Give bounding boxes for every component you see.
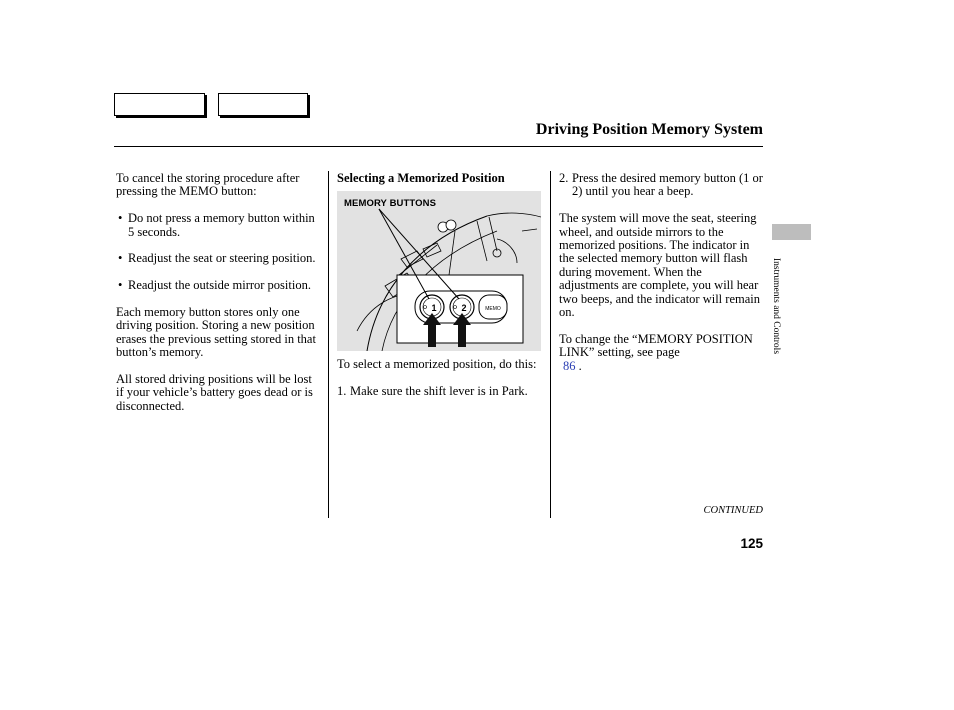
page-86-link[interactable]: 86: [563, 358, 576, 373]
previous-page-button[interactable]: [114, 93, 205, 116]
title-rule: [114, 146, 763, 147]
button-1-label: 1: [431, 303, 437, 314]
bullet-icon: •: [118, 211, 123, 226]
column-divider-2: [550, 171, 551, 518]
column-3: [559, 172, 764, 373]
section-tab: [772, 224, 811, 240]
system-movement-paragraph: The system will move the seat, steering wheel, and outside mirrors to the memorized positions. The indicator in the selected memory button will flash during movement. When the adjustments are complete, you will hear two beeps, and the indicator will remain on.: [559, 211, 760, 320]
bullet-icon: •: [118, 251, 123, 266]
page-number: 125: [740, 536, 763, 551]
memo-button-label: MEMO: [485, 306, 501, 313]
memory-storage-paragraph: Each memory button stores only one driving position. Storing a new position erases the previous setting stored in that button’s memory.: [116, 305, 316, 360]
step-1: 1. Make sure the shift lever is in Park.: [337, 384, 528, 399]
memory-link-paragraph: To change the “MEMORY POSITION LINK” setting, see page 86 .: [559, 331, 753, 373]
step-2: 2. Press the desired memory button (1 or 2) until you hear a beep.: [559, 171, 763, 199]
list-item: • Readjust the outside mirror position.: [118, 278, 311, 293]
column-divider-1: [328, 171, 329, 518]
list-item: • Readjust the seat or steering position.: [118, 251, 316, 266]
page-title: Driving Position Memory System: [535, 121, 763, 138]
column-2: [337, 172, 542, 399]
bullet-icon: •: [118, 278, 123, 293]
button-2-label: 2: [461, 303, 467, 314]
memory-buttons-illustration: [337, 191, 541, 351]
column-1: [116, 172, 321, 413]
cancel-intro: To cancel the storing procedure after pressing the MEMO button:: [116, 171, 300, 199]
list-item: • Do not press a memory button within 5 seconds.: [118, 211, 315, 239]
select-intro: To select a memorized position, do this:: [337, 357, 537, 372]
next-page-button[interactable]: [218, 93, 308, 116]
battery-paragraph: All stored driving positions will be lost if your vehicle’s battery goes dead or is disconnected.: [116, 372, 313, 413]
figure-label: MEMORY BUTTONS: [344, 198, 437, 210]
continued-label: CONTINUED: [703, 505, 763, 516]
section-label: Instruments and Controls: [771, 257, 781, 355]
door-panel-drawing: [337, 191, 541, 351]
section-heading: Selecting a Memorized Position: [337, 171, 505, 185]
